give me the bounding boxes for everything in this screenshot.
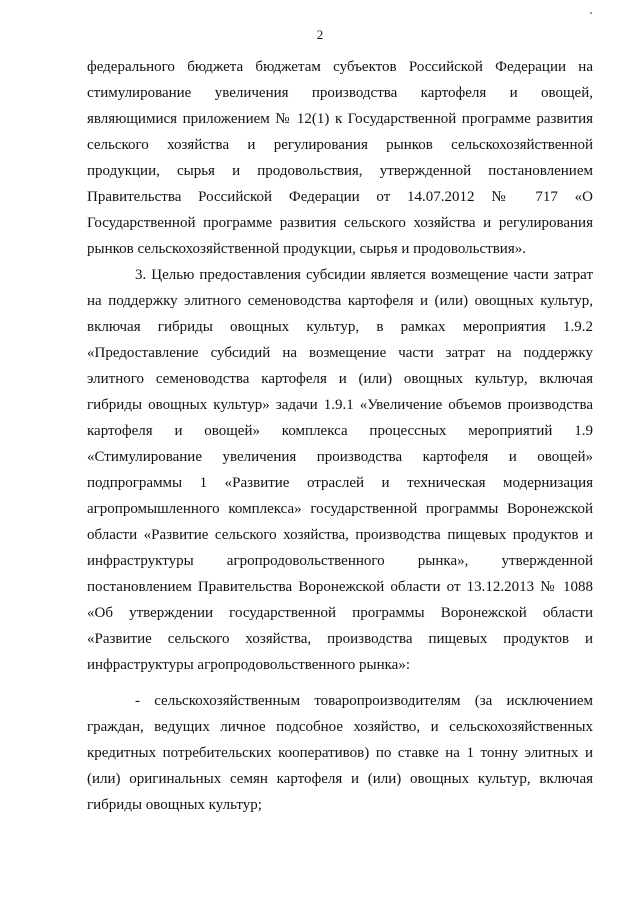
text-line: гибриды овощных культур; — [87, 797, 262, 813]
text-line: «Об утверждении государственной программы Воронежской области — [87, 605, 593, 621]
text-line: «Стимулирование увеличения производства картофеля и овощей» — [87, 449, 593, 465]
text-line: на поддержку элитного семеноводства картофеля и (или) овощных культур, — [87, 293, 593, 309]
text-line: агропромышленного комплекса» государственной программы Воронежской — [87, 501, 593, 517]
text-line: Государственной программе развития сельского хозяйства и регулирования — [87, 215, 593, 231]
paragraph-continuation — [87, 54, 593, 262]
text-line: «Развитие сельского хозяйства, производства пищевых продуктов и — [87, 631, 593, 647]
text-line: подпрограммы 1 «Развитие отраслей и техническая модернизация — [87, 475, 593, 491]
text-line: федерального бюджета бюджетам субъектов Российской Федерации на — [87, 59, 593, 75]
text-line: стимулирование увеличения производства картофеля и овощей, — [87, 85, 593, 101]
text-line: постановлением Правительства Воронежской области от 13.12.2013 № 1088 — [87, 579, 593, 595]
text-line: граждан, ведущих личное подсобное хозяйство, и сельскохозяйственных — [87, 719, 593, 735]
text-line: (или) оригинальных семян картофеля и (или) овощных культур, включая — [87, 771, 593, 787]
text-line: продукции, сырья и продовольствия, утвержденной постановлением — [87, 163, 593, 179]
text-line: области «Развитие сельского хозяйства, производства пищевых продуктов и — [87, 527, 593, 543]
text-line: инфраструктуры агропродовольственного рынка», утвержденной — [87, 553, 593, 569]
paragraph-gap — [87, 678, 593, 688]
page-number: 2 — [316, 27, 324, 42]
text-line: - сельскохозяйственным товаропроизводителям (за исключением — [135, 693, 593, 709]
text-line: включая гибриды овощных культур, в рамках мероприятия 1.9.2 — [87, 319, 593, 335]
text-line: Правительства Российской Федерации от 14.07.2012 № 717 «О — [87, 189, 593, 205]
paragraph-item-3 — [87, 262, 593, 678]
scan-speck — [590, 12, 592, 14]
text-line: «Предоставление субсидий на возмещение части затрат на поддержку — [87, 345, 593, 361]
text-line: являющимися приложением № 12(1) к Государственной программе развития — [87, 111, 593, 127]
text-line: картофеля и овощей» комплекса процессных мероприятий 1.9 — [87, 423, 593, 439]
paragraph-dash-item — [87, 688, 593, 818]
text-line: кредитных потребительских кооперативов) по ставке на 1 тонну элитных и — [87, 745, 593, 761]
text-line: сельского хозяйства и регулирования рынков сельскохозяйственной — [87, 137, 593, 153]
text-line: 3. Целью предоставления субсидии является возмещение части затрат — [135, 267, 593, 283]
text-line: рынков сельскохозяйственной продукции, сырья и продовольствия». — [87, 241, 526, 257]
text-line: гибриды овощных культур» задачи 1.9.1 «Увеличение объемов производства — [87, 397, 593, 413]
text-line: инфраструктуры агропродовольственного рынка»: — [87, 657, 410, 673]
document-body — [87, 54, 593, 818]
text-line: элитного семеноводства картофеля и (или) овощных культур, включая — [87, 371, 593, 387]
